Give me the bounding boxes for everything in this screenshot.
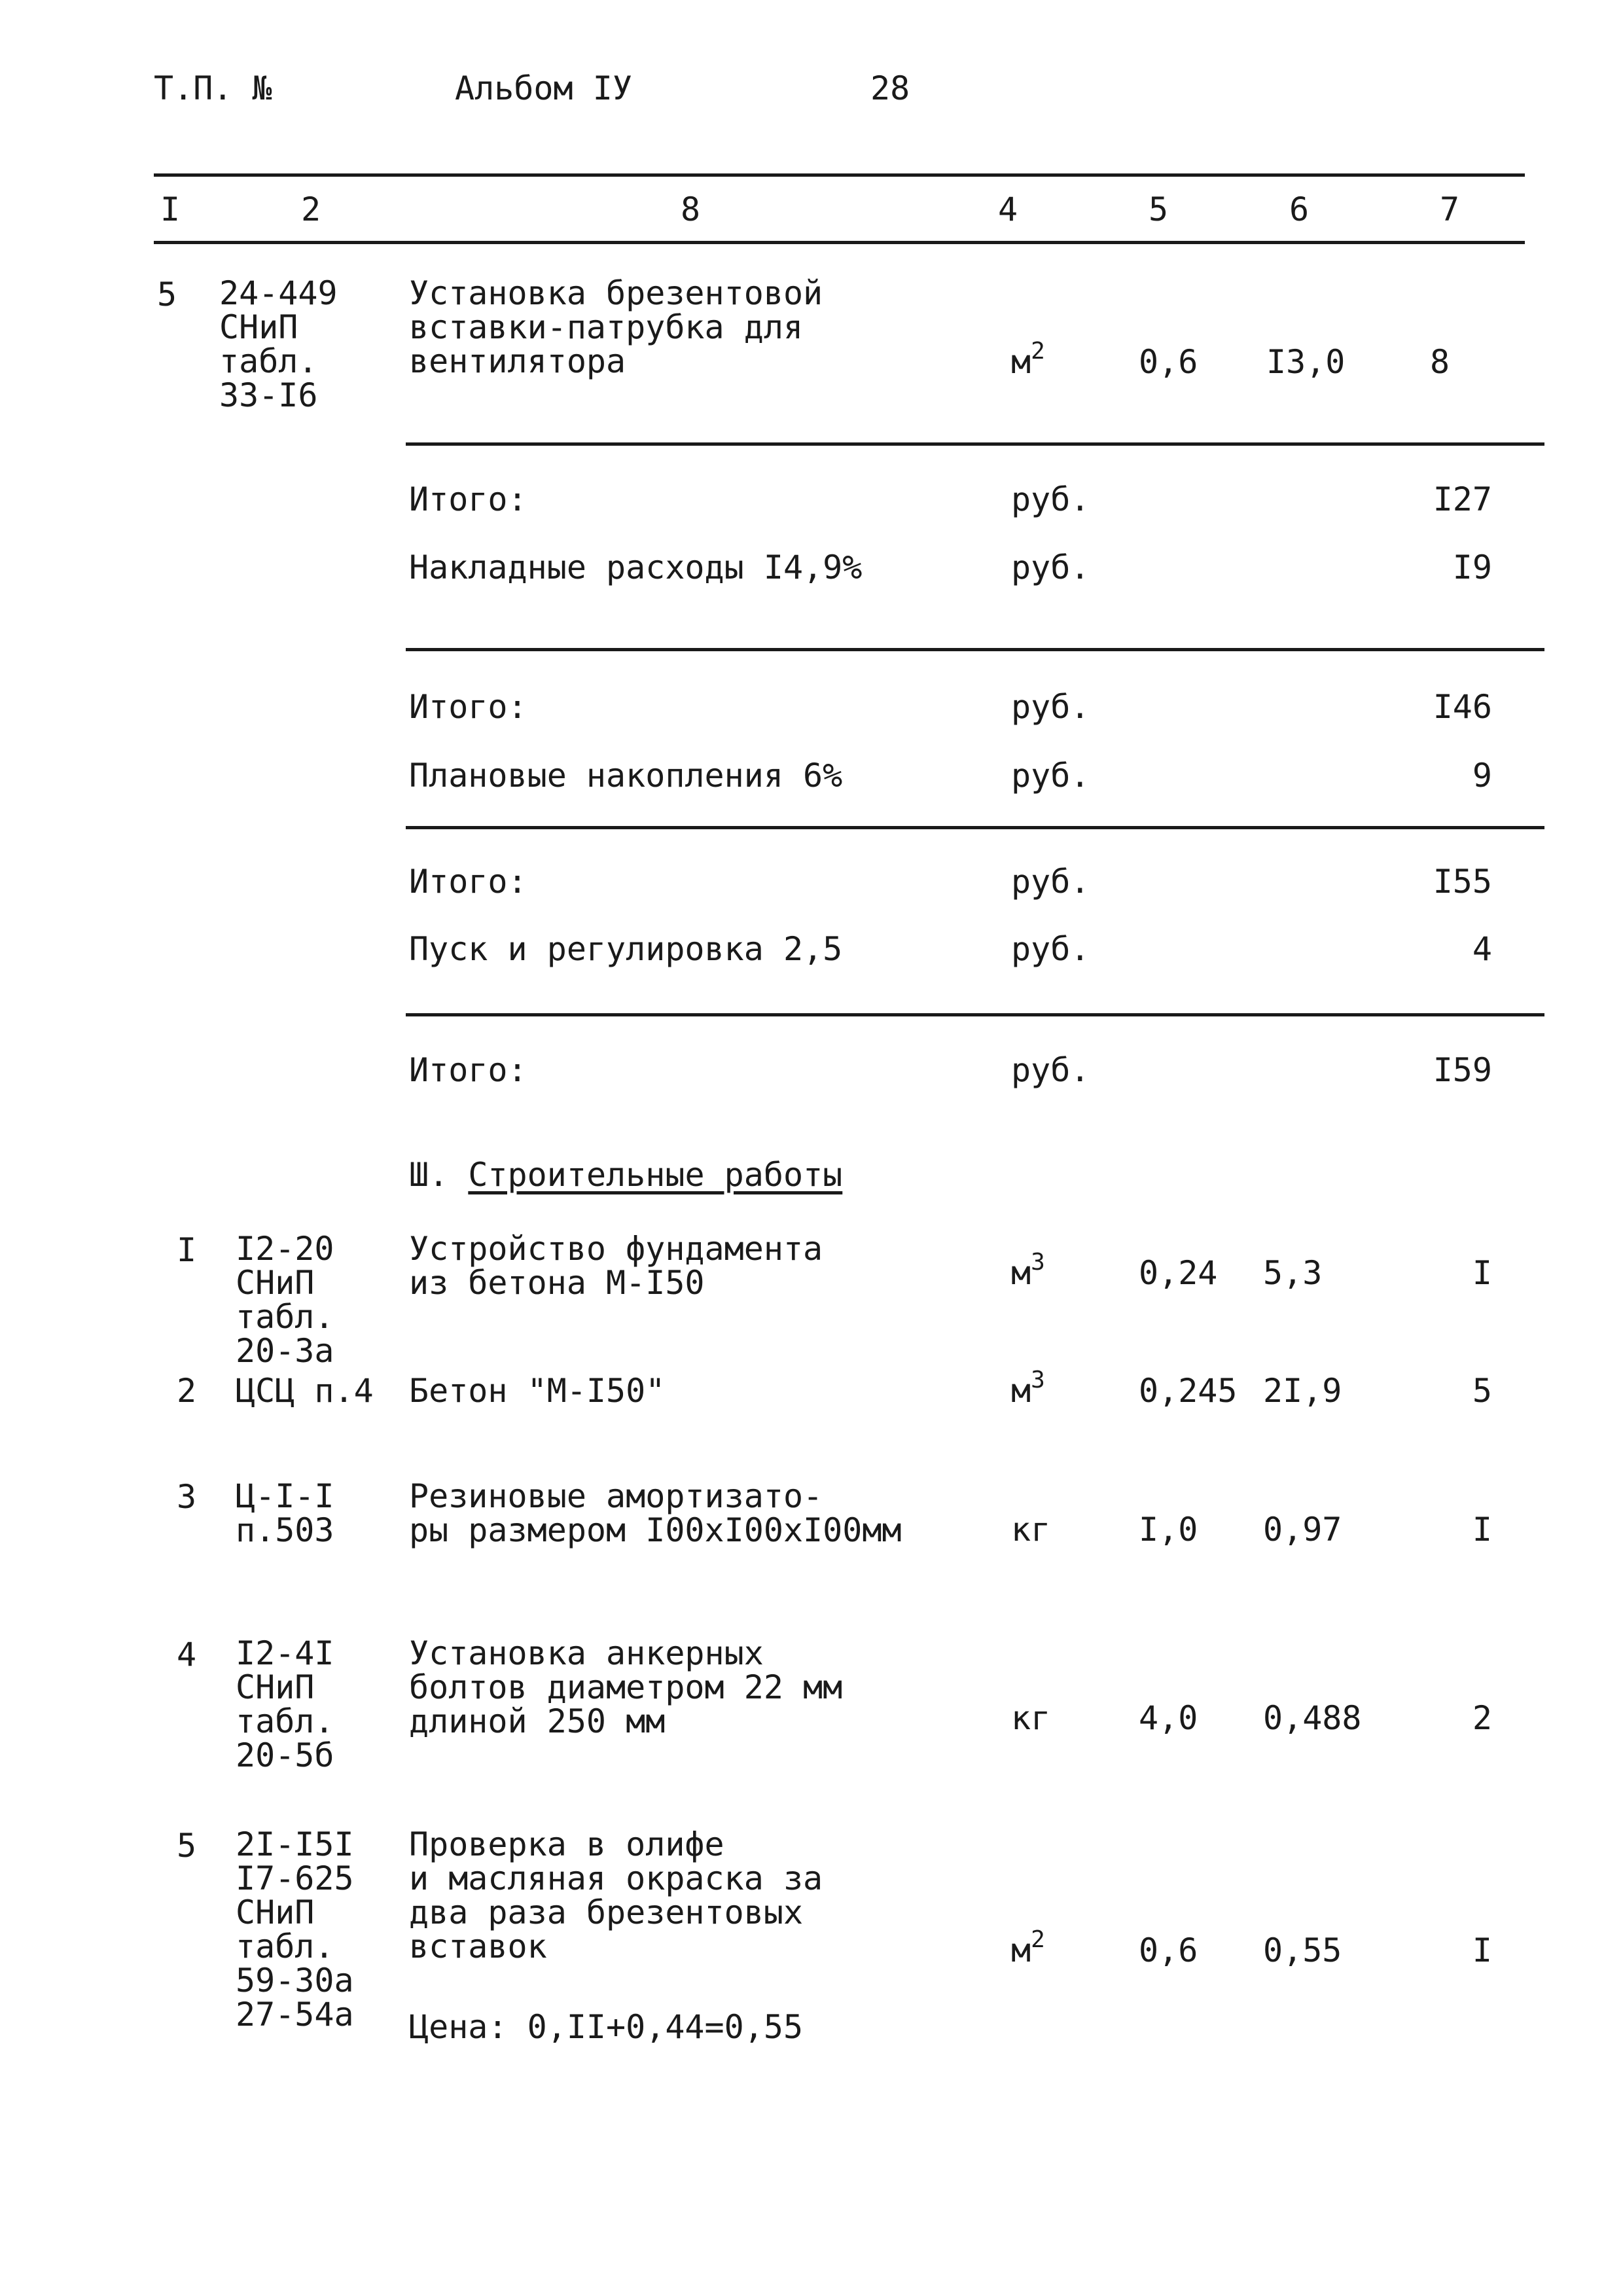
section-numeral: Ш. bbox=[409, 1156, 449, 1194]
summary-label: Плановые накопления 6% bbox=[409, 757, 843, 795]
unit-price: 0,55 bbox=[1263, 1931, 1342, 1969]
subtotal-rule bbox=[406, 826, 1544, 829]
unit: кг bbox=[1011, 1699, 1051, 1737]
row-number: 2 bbox=[177, 1372, 197, 1410]
unit-price: 0,488 bbox=[1263, 1699, 1362, 1737]
summary-unit: руб. bbox=[1011, 548, 1090, 586]
work-description: Установка анкерных болтов диаметром 22 мм длиной 250 мм bbox=[409, 1634, 843, 1740]
summary-value: I9 bbox=[1452, 548, 1492, 586]
summary-value: I27 bbox=[1433, 480, 1492, 518]
col-header-5: 5 bbox=[1149, 190, 1169, 228]
price-note: Цена: 0,II+0,44=0,55 bbox=[409, 2008, 804, 2046]
table-top-rule bbox=[154, 173, 1525, 177]
total-cost: 2 bbox=[1472, 1699, 1492, 1737]
row-number: 5 bbox=[157, 276, 177, 314]
summary-unit: руб. bbox=[1011, 1051, 1090, 1089]
summary-label: Итого: bbox=[409, 480, 527, 518]
unit: $м^2$ bbox=[1011, 1926, 1045, 1969]
summary-label: Накладные расходы I4,9% bbox=[409, 548, 863, 586]
summary-value: I59 bbox=[1433, 1051, 1492, 1089]
quantity: 0,245 bbox=[1139, 1372, 1238, 1410]
summary-unit: руб. bbox=[1011, 480, 1090, 518]
quantity: I,0 bbox=[1139, 1511, 1198, 1549]
work-description: Бетон "М-I50" bbox=[409, 1372, 666, 1410]
norm-reference: 24-449 СНиП табл. 33-I6 bbox=[219, 274, 338, 414]
col-header-4: 4 bbox=[998, 190, 1018, 228]
norm-reference: I2-4I СНиП табл. 20-5б bbox=[236, 1634, 334, 1774]
row-number: 3 bbox=[177, 1478, 197, 1516]
summary-label: Итого: bbox=[409, 863, 527, 901]
total-cost: I bbox=[1472, 1931, 1492, 1969]
unit: $м^3$ bbox=[1011, 1249, 1045, 1292]
summary-unit: руб. bbox=[1011, 930, 1090, 968]
norm-reference: ЦСЦ п.4 bbox=[236, 1372, 374, 1410]
quantity: 0,24 bbox=[1139, 1254, 1218, 1292]
total-cost: 5 bbox=[1472, 1372, 1492, 1410]
row-number: 5 bbox=[177, 1827, 197, 1865]
quantity: 4,0 bbox=[1139, 1699, 1198, 1737]
section-title: Строительные работы bbox=[468, 1156, 843, 1194]
col-header-3: 8 bbox=[681, 190, 701, 228]
norm-reference: Ц-I-I п.503 bbox=[236, 1477, 334, 1549]
summary-label: Итого: bbox=[409, 688, 527, 726]
summary-value: 9 bbox=[1472, 757, 1492, 795]
unit-price: 2I,9 bbox=[1263, 1372, 1342, 1410]
summary-unit: руб. bbox=[1011, 757, 1090, 795]
subtotal-rule bbox=[406, 1013, 1544, 1016]
header-bottom-rule bbox=[154, 241, 1525, 244]
summary-value: 4 bbox=[1472, 930, 1492, 968]
total-cost: I bbox=[1472, 1511, 1492, 1549]
col-header-1: I bbox=[160, 190, 181, 228]
summary-unit: руб. bbox=[1011, 688, 1090, 726]
norm-reference: 2I-I5I I7-625 СНиП табл. 59-30а 27-54а bbox=[236, 1825, 354, 2034]
work-description: Проверка в олифе и масляная окраска за два раза брезентовых вставок bbox=[409, 1825, 823, 1965]
col-header-2: 2 bbox=[301, 190, 321, 228]
unit: $м^2$ bbox=[1011, 338, 1045, 381]
work-description: Установка брезентовой вставки-патрубка для вентилятора bbox=[409, 274, 823, 380]
quantity: 0,6 bbox=[1139, 343, 1198, 381]
summary-label: Итого: bbox=[409, 1051, 527, 1089]
subtotal-rule bbox=[406, 648, 1544, 651]
page-number: 28 bbox=[870, 69, 910, 107]
total-cost: I bbox=[1472, 1254, 1492, 1292]
summary-value: I46 bbox=[1433, 688, 1492, 726]
unit: $м^3$ bbox=[1011, 1367, 1045, 1410]
norm-reference: I2-20 СНиП табл. 20-3а bbox=[236, 1230, 334, 1370]
subtotal-rule bbox=[406, 442, 1544, 446]
row-number: 4 bbox=[177, 1636, 197, 1674]
col-header-6: 6 bbox=[1289, 190, 1310, 228]
summary-label: Пуск и регулировка 2,5 bbox=[409, 930, 843, 968]
work-description: Устройство фундамента из бетона М-I50 bbox=[409, 1230, 823, 1302]
work-description: Резиновые амортизато- ры размером I00хI00хI00мм bbox=[409, 1477, 902, 1549]
album-label: Альбом IУ bbox=[455, 69, 632, 107]
section-heading bbox=[409, 1156, 843, 1194]
summary-value: I55 bbox=[1433, 863, 1492, 901]
unit-price: I3,0 bbox=[1266, 343, 1346, 381]
quantity: 0,6 bbox=[1139, 1931, 1198, 1969]
summary-unit: руб. bbox=[1011, 863, 1090, 901]
col-header-7: 7 bbox=[1440, 190, 1460, 228]
unit: кг bbox=[1011, 1511, 1051, 1549]
row-number: I bbox=[177, 1231, 197, 1269]
unit-price: 5,3 bbox=[1263, 1254, 1323, 1292]
document-code: Т.П. № bbox=[154, 69, 272, 107]
unit-price: 0,97 bbox=[1263, 1511, 1342, 1549]
total-cost: 8 bbox=[1430, 343, 1450, 381]
